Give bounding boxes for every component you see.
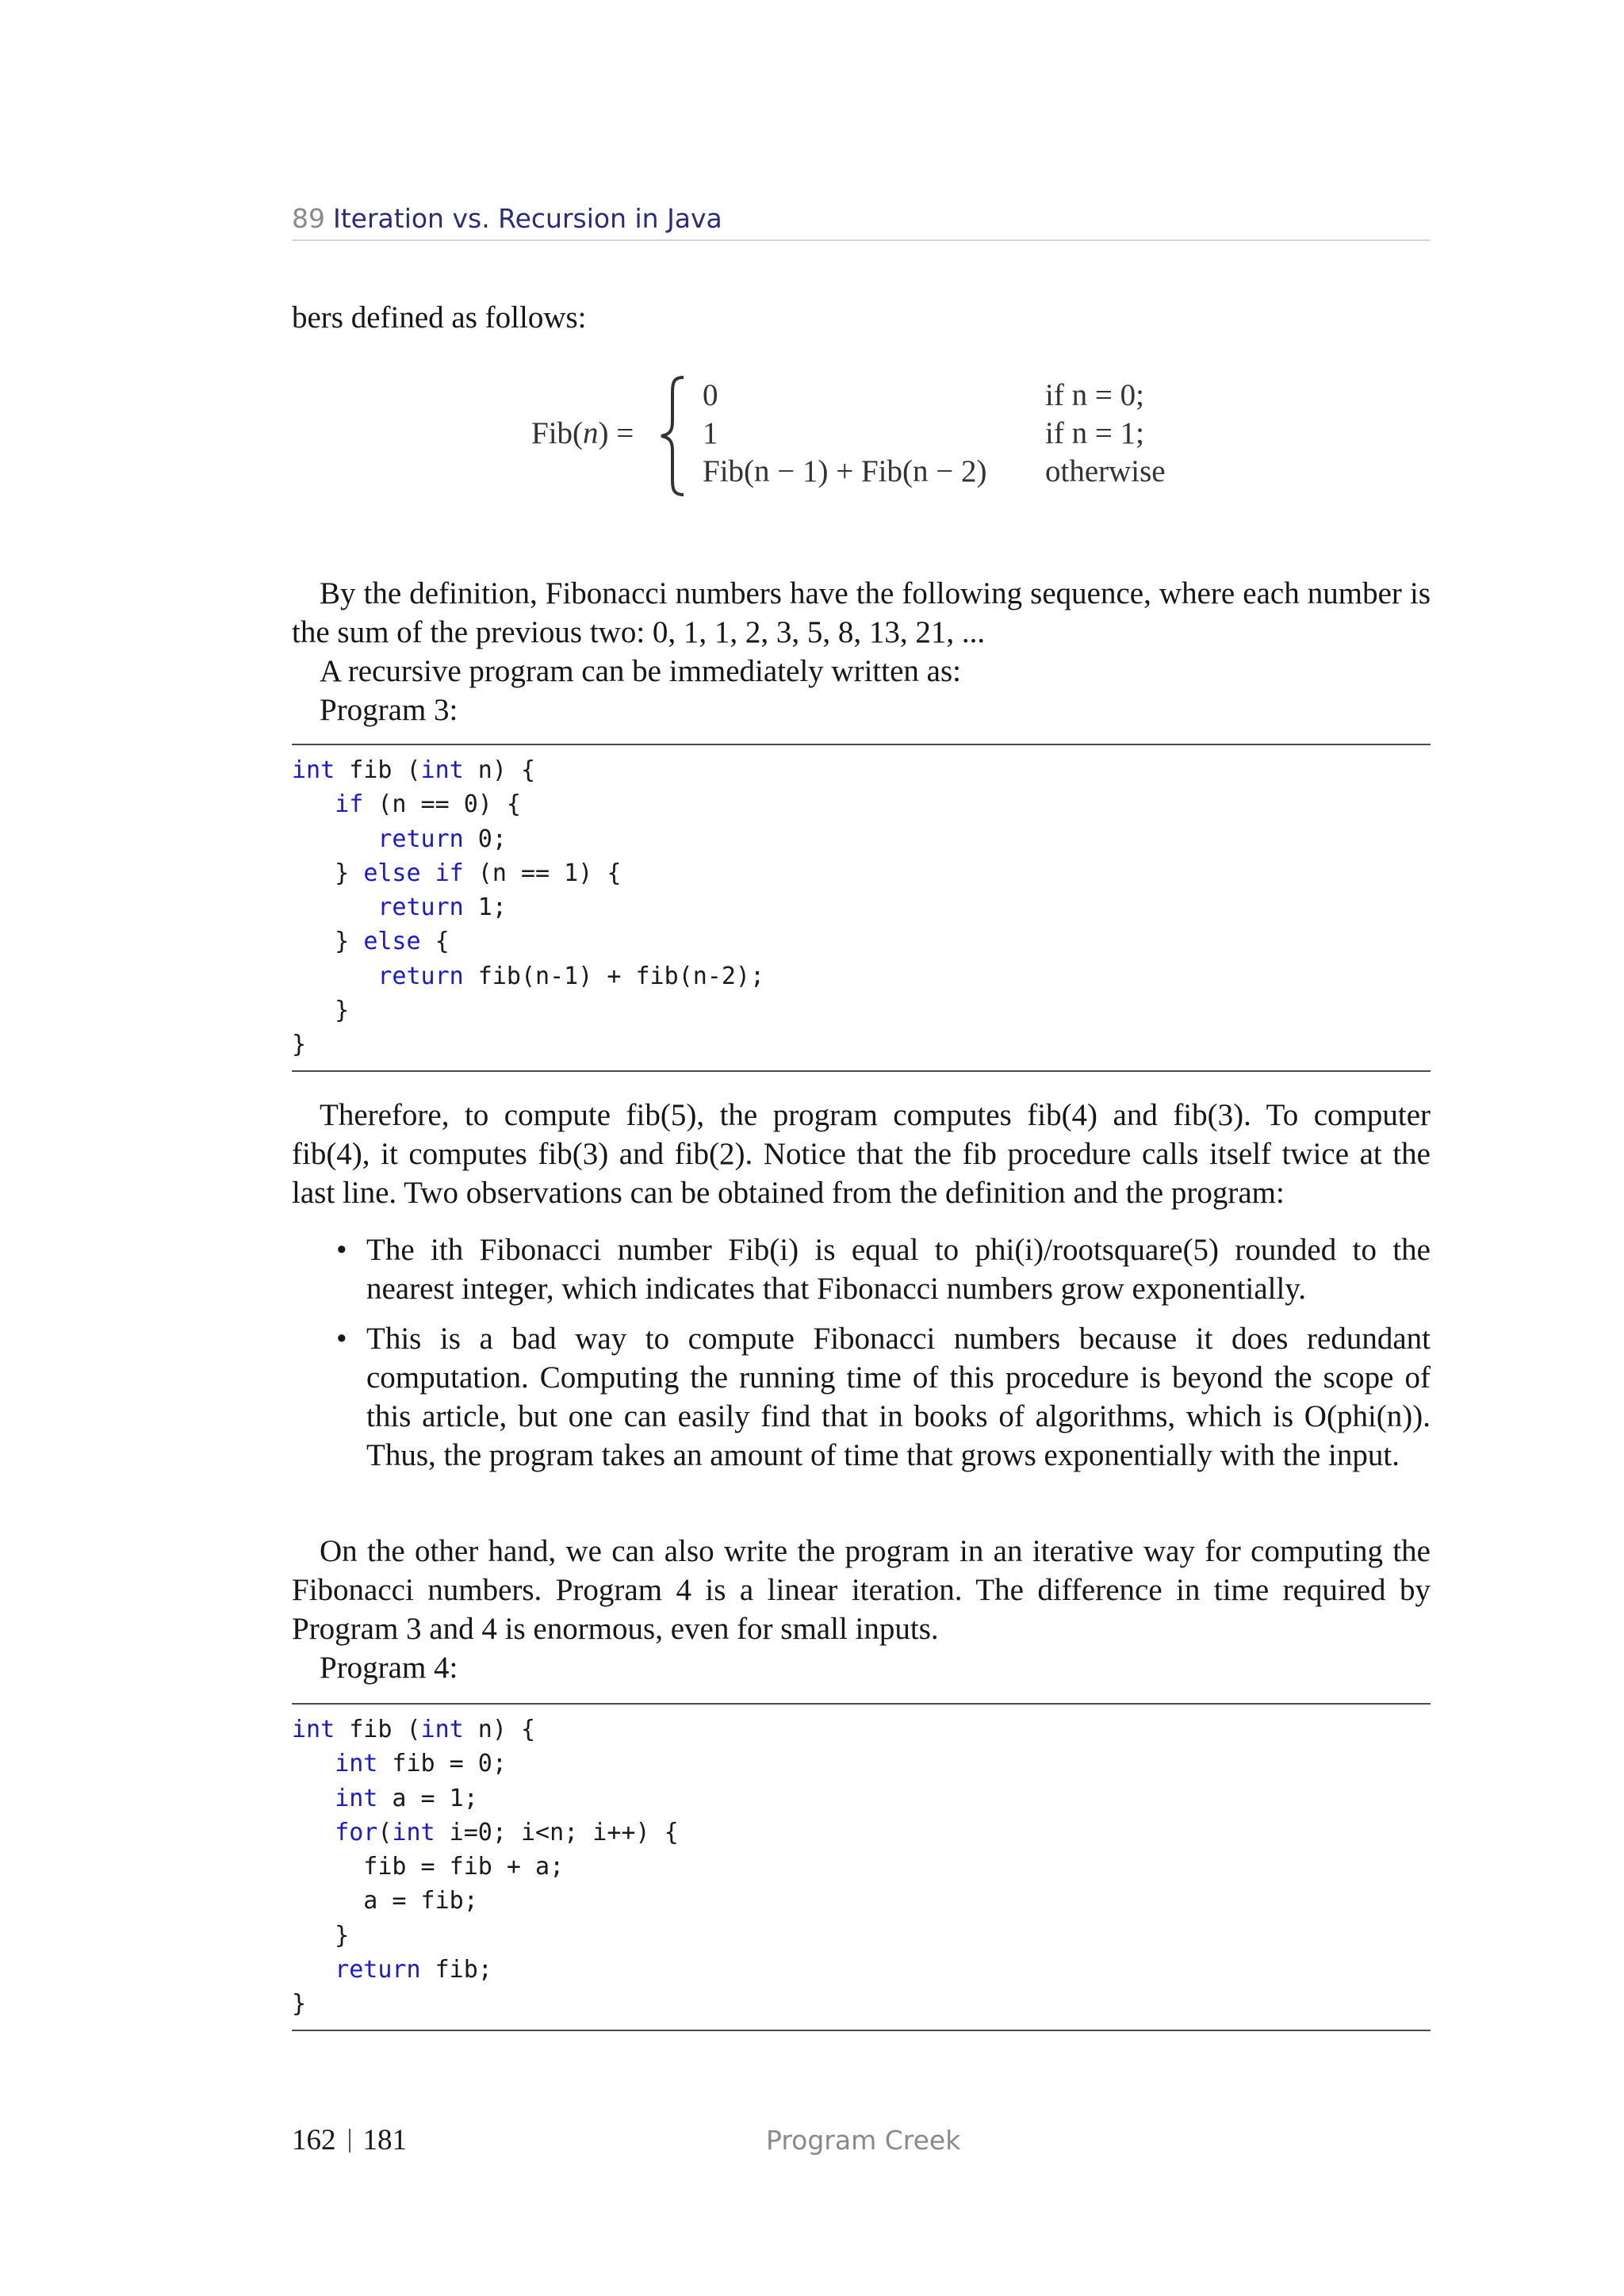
paragraph-2 (292, 1096, 1431, 1212)
code-keyword: else (363, 928, 421, 956)
list-item: • This is a bad way to compute Fibonacci numbers because it does redundant computation. Computing the running time of this procedure is beyond the scope of this article, but one can easily find that in books of algorithms, which is O(phi(n)). Thus, the program takes an amount of time that grows exponentially with the input. (327, 1319, 1431, 1475)
program-3-label: Program 3: (320, 693, 458, 727)
formula-case-value: Fib(n − 1) + Fib(n − 2) (703, 454, 987, 488)
code-line: int fib = 0; (335, 1750, 507, 1778)
code-line: int fib (int n) { (292, 756, 536, 784)
paragraph-1 (292, 574, 1431, 729)
formula-brace-icon (658, 373, 690, 499)
code-keyword: for (335, 1818, 378, 1846)
code-keyword: return (377, 894, 464, 922)
code-keyword: int (292, 756, 335, 784)
code-line: return 1; (377, 894, 507, 922)
code-line: } else if (n == 1) { (292, 859, 622, 887)
code-line: } (292, 1921, 350, 1950)
code-top-rule (292, 744, 1431, 745)
program-3-code-block (292, 753, 1431, 1062)
bullet-icon: • (336, 1233, 347, 1267)
code-line: fib = fib + a; (292, 1853, 565, 1881)
paragraph-3-text: On the other hand, we can also write the program in an iterative way for computing the Fibonacci numbers. Program 4 is a linear iteration. The difference in time required by Program 3 and 4 is enormous, even for small inputs. (292, 1534, 1431, 1646)
fibonacci-formula (531, 373, 1197, 499)
code-line: for(int i=0; i<n; i++) { (335, 1818, 679, 1846)
code-bottom-rule (292, 1070, 1431, 1072)
code-line: } (292, 997, 350, 1025)
code-line: a = fib; (292, 1887, 478, 1915)
formula-lhs: Fib(n) = (531, 416, 634, 450)
observations-list (327, 1230, 1431, 1486)
formula-case-condition: otherwise (1045, 454, 1166, 488)
formula-case-value: 0 (703, 378, 718, 412)
code-keyword: int (292, 1716, 335, 1743)
code-keyword: int (392, 1818, 435, 1846)
footer-pagination (292, 2123, 407, 2157)
paragraph-1-text: By the definition, Fibonacci numbers have the following sequence, where each number is the sum of the previous two: 0, 1, 1, 2, 3, 5, 8, 13, 21, ... (292, 576, 1431, 649)
running-header (292, 200, 1431, 241)
footer-site-name: Program Creek (766, 2125, 961, 2156)
code-line: int a = 1; (335, 1784, 478, 1812)
code-keyword: int (420, 1716, 464, 1743)
header-page-number: 89 (292, 203, 325, 234)
code-keyword: if (335, 790, 364, 819)
code-line: return fib; (335, 1956, 492, 1984)
code-line: } (292, 1990, 307, 2019)
code-keyword: int (420, 756, 464, 784)
code-line: return fib(n-1) + fib(n-2); (377, 962, 765, 990)
code-line: } else { (292, 928, 450, 956)
code-top-rule (292, 1703, 1431, 1705)
code-keyword: return (377, 962, 464, 990)
code-keyword: return (377, 825, 464, 853)
header-chapter-title: Iteration vs. Recursion in Java (333, 203, 722, 234)
program-4-code-block (292, 1712, 1431, 2022)
code-line: return 0; (377, 825, 507, 853)
code-keyword: int (335, 1750, 378, 1778)
code-keyword: else if (363, 859, 464, 887)
bullet-icon: • (336, 1322, 347, 1356)
program-4-label: Program 4: (320, 1651, 458, 1685)
list-item: • The ith Fibonacci number Fib(i) is equal to phi(i)/rootsquare(5) rounded to the nearest integer, which indicates that Fibonacci numbers grow exponentially. (327, 1230, 1431, 1308)
formula-case-condition: if n = 0; (1045, 378, 1144, 412)
formula-case-value: 1 (703, 416, 718, 450)
code-keyword: return (335, 1956, 421, 1984)
code-line: int fib (int n) { (292, 1716, 536, 1743)
paragraph-1-line2: A recursive program can be immediately written as: (320, 654, 961, 688)
paragraph-2-text: Therefore, to compute fib(5), the program computes fib(4) and fib(3). To computer fib(4), it computes fib(3) and fib(2). Notice that the fib procedure calls itself twice at the last line. Two observations can be obtained from the definition and the program: (292, 1098, 1431, 1210)
formula-case-condition: if n = 1; (1045, 416, 1144, 450)
code-keyword: int (335, 1784, 378, 1812)
footer-current-page: 162 (292, 2124, 336, 2156)
footer-total-pages: 181 (362, 2124, 407, 2156)
paragraph-3 (292, 1532, 1431, 1687)
footer-separator (349, 2129, 350, 2152)
code-line: if (n == 0) { (335, 790, 521, 819)
code-line: } (292, 1031, 307, 1059)
intro-text: bers defined as follows: (292, 300, 587, 335)
code-bottom-rule (292, 2030, 1431, 2031)
